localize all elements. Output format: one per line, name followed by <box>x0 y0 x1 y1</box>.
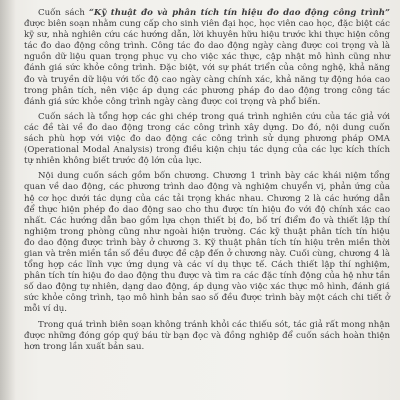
book-title: “Kỹ thuật đo và phân tích tín hiệu đo dao động công trình” <box>88 8 390 18</box>
intro-lead: Cuốn sách <box>38 8 89 18</box>
paragraph-contents: Nội dung cuốn sách gồm bốn chương. Chương 1 trình bày các khái niệm tổng quan về dao động, các phương trình dao động và nghiệm chuyển vị, phản ứng của hệ cơ học dưới tác dụng của các tải trọng khác nhau. Chương 2 là các hướng dẫn để thực hiện phép đo dao động sao cho thu được tín hiệu đo với độ chính xác cao nhất. Các hướng dẫn bao gồm lựa chọn thiết bị đo, bố trí điểm đo và thiết lập thí nghiệm trong phòng cũng như ngoài hiện trường. Các kỹ thuật phân tích tín hiệu đo dao động được trình bày ở chương 3. Kỹ thuật phân tích tín hiệu trên miền thời gian và trên miền tần số đều được đề cập đến ở chương này. Cuối cùng, chương 4 là tổng hợp các lĩnh vực ứng dụng và các ví dụ thực tế. Cách thiết lập thí nghiệm, phân tích tín hiệu đo dao động thu được và tìm ra các đặc tính động của hệ như tần số dao động tự nhiên, dạng dao động, áp dụng vào việc xác thực mô hình, đánh giá sức khỏe công trình, tạo mô hình bản sao số đều được trình bày một cách chi tiết ở mỗi ví dụ. <box>24 171 390 315</box>
page-gutter-shadow <box>0 0 16 400</box>
intro-body: được biên soạn nhằm cung cấp cho sinh viên đại học, học viên cao học, đặc biệt các kỹ sư, nhà nghiên cứu các hướng dẫn, lời khuyên hữu hiệu trước khi thực hiện công tác đo dao động công trình. Công tác đo dao động ngày càng được coi trọng và là nguồn dữ liệu quan trọng phục vụ cho việc xác thực, cập nhật mô hình cũng như đánh giá sức khỏe công trình. Đặc biệt, với sự phát triển của công nghệ, khả năng đo và truyền dữ liệu với tốc độ cao ngày càng chính xác, khả năng tự động hóa cao trong phân tích, nên việc áp dụng các phương pháp đo dao động trong công tác đánh giá sức khỏe công trình ngày càng được coi trọng và phổ biến. <box>24 19 390 107</box>
paragraph-intro <box>24 8 390 108</box>
preface-text <box>24 8 390 357</box>
paragraph-scope: Cuốn sách là tổng hợp các ghi chép trong quá trình nghiên cứu của tác giả với các đề tài về đo dao động trong các công trình xây dựng. Do đó, nội dung cuốn sách phù hợp với việc đo dao động các công trình sử dụng phương pháp OMA (Operational Modal Analysis) trong điều kiện chịu tác dụng của các lực kích thích tự nhiên không biết trước độ lớn của lực. <box>24 111 390 167</box>
paragraph-closing: Trong quá trình biên soạn không tránh khỏi các thiếu sót, tác giả rất mong nhận được những đóng góp quý báu từ bạn đọc và đồng nghiệp để cuốn sách hoàn thiện hơn trong lần xuất bản sau. <box>24 319 390 352</box>
